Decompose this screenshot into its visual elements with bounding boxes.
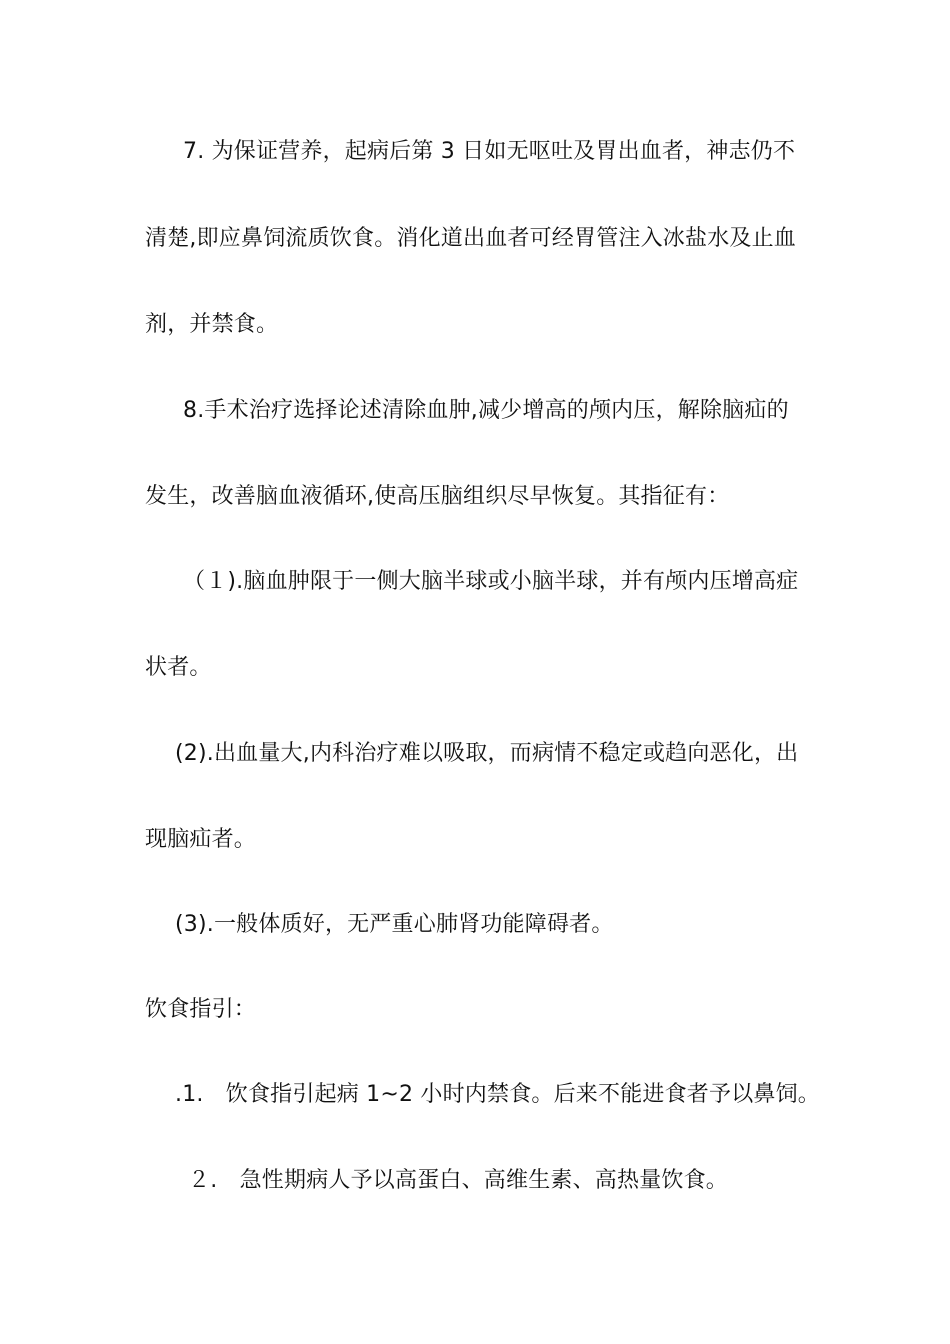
diet-item-1: .1. 饮食指引起病 1~2 小时内禁食。后来不能进食者予以鼻饲。	[175, 1082, 820, 1107]
diet-guide-heading: 饮食指引：	[145, 997, 257, 1022]
indication-2-line-1: (2).出血量大,内科治疗难以吸取，而病情不稳定或趋向恶化，出	[175, 741, 799, 766]
indication-2-line-2: 现脑疝者。	[145, 827, 257, 852]
indication-1-line-2: 状者。	[145, 655, 212, 680]
indication-1-line-1: （１).脑血肿限于一侧大脑半球或小脑半球，并有颅内压增高症	[183, 569, 799, 594]
paragraph-8-line-1: 8.手术治疗选择论述清除血肿,减少增高的颅内压，解除脑疝的	[183, 398, 789, 423]
paragraph-7-line-1: 7. 为保证营养，起病后第 3 日如无呕吐及胃出血者，神志仍不	[183, 139, 796, 164]
paragraph-7-line-2: 清楚,即应鼻饲流质饮食。消化道出血者可经胃管注入冰盐水及止血	[145, 226, 796, 251]
diet-item-2: ２. 急性期病人予以高蛋白、高维生素、高热量饮食。	[188, 1168, 728, 1193]
indication-3: (3).一般体质好，无严重心肺肾功能障碍者。	[175, 912, 614, 937]
paragraph-7-line-3: 剂，并禁食。	[145, 312, 279, 337]
paragraph-8-line-2: 发生，改善脑血液循环,使高压脑组织尽早恢复。其指征有：	[145, 484, 730, 509]
